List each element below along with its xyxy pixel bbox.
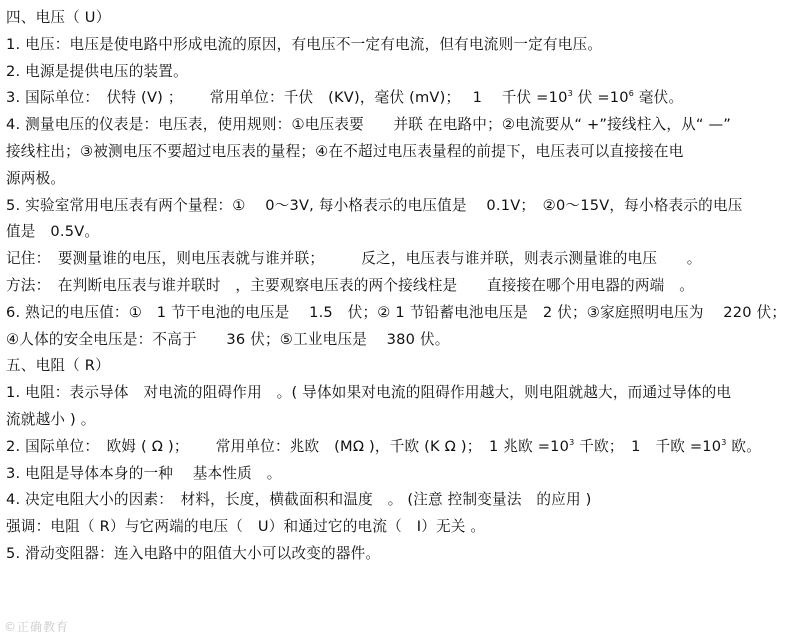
superscript: 3 [569, 437, 575, 447]
text-segment: 伏 =10 [572, 89, 629, 107]
superscript: 3 [721, 437, 727, 447]
paragraph: ④人体的安全电压是：不高于 36 伏；⑤工业电压是 380 伏。 [6, 330, 450, 348]
paragraph-units-resistance [6, 434, 805, 461]
paragraph: 值是 0.5V。 [6, 223, 100, 241]
paragraph-units-voltage [6, 85, 805, 112]
paragraph: 4. 测量电压的仪表是：电压表，使用规则：①电压表要 并联 在电路中；②电流要从“ +”接线柱入，从“ —” [6, 116, 732, 134]
paragraph: 3. 电阻是导体本身的一种 基本性质 。 [6, 464, 282, 482]
superscript: 3 [567, 89, 573, 99]
paragraph: 4. 决定电阻大小的因素： 材料，长度，横截面积和温度 。 (注意 控制变量法 的应用 ) [6, 491, 592, 509]
paragraph: 强调：电阻（ R）与它两端的电压（ U）和通过它的电流（ I）无关 。 [6, 518, 486, 536]
heading-voltage: 四、电压（ U） [6, 9, 111, 26]
paragraph: 接线柱出；③被测电压不要超过电压表的量程；④在不超过电压表量程的前提下，电压表可以直接接在电 [6, 142, 684, 160]
paragraph: 1. 电压：电压是使电路中形成电流的原因，有电压不一定有电流，但有电流则一定有电压。 [6, 35, 603, 53]
paragraph: 源两极。 [6, 169, 66, 187]
text-segment: 千欧； 1 千欧 =10 [574, 437, 722, 455]
paragraph: 2. 电源是提供电压的装置。 [6, 62, 188, 80]
paragraph: 1. 电阻：表示导体 对电流的阻碍作用 。( 导体如果对电流的阻碍作用越大，则电阻就越大，而通过导体的电 [6, 384, 732, 402]
paragraph: 记住： 要测量谁的电压，则电压表就与谁并联； 反之，电压表与谁并联，则表示测量谁的电压 。 [6, 250, 702, 268]
paragraph: 5. 滑动变阻器：连入电路中的阻值大小可以改变的器件。 [6, 544, 381, 562]
text-segment: 2. 国际单位： 欧姆 ( Ω )； 常用单位：兆欧 (MΩ )，千欧 (K Ω )； 1 兆欧 =10 [6, 437, 570, 455]
paragraph: 6. 熟记的电压值：① 1 节干电池的电压是 1.5 伏；② 1 节铅蓄电池电压是 2 伏；③家庭照明电压为 220 伏； [6, 303, 787, 321]
text-segment: 毫伏。 [634, 89, 684, 107]
paragraph: 方法： 在判断电压表与谁并联时 ，主要观察电压表的两个接线柱是 直接接在哪个用电器的两端 。 [6, 276, 695, 294]
text-segment: 3. 国际单位： 伏特 (V) ； 常用单位：千伏 (KV)，毫伏 (mV)； 1 千伏 =10 [6, 89, 568, 107]
paragraph: 流就越小 ) 。 [6, 410, 96, 428]
superscript: 6 [628, 89, 635, 99]
paragraph: 5. 实验室常用电压表有两个量程：① 0～3V, 每小格表示的电压值是 0.1V； ②0～15V，每小格表示的电压 [6, 196, 743, 214]
heading-resistance: 五、电阻（ R） [6, 357, 110, 375]
watermark: ©正确教育 [4, 620, 70, 634]
text-segment: 欧。 [726, 437, 762, 455]
